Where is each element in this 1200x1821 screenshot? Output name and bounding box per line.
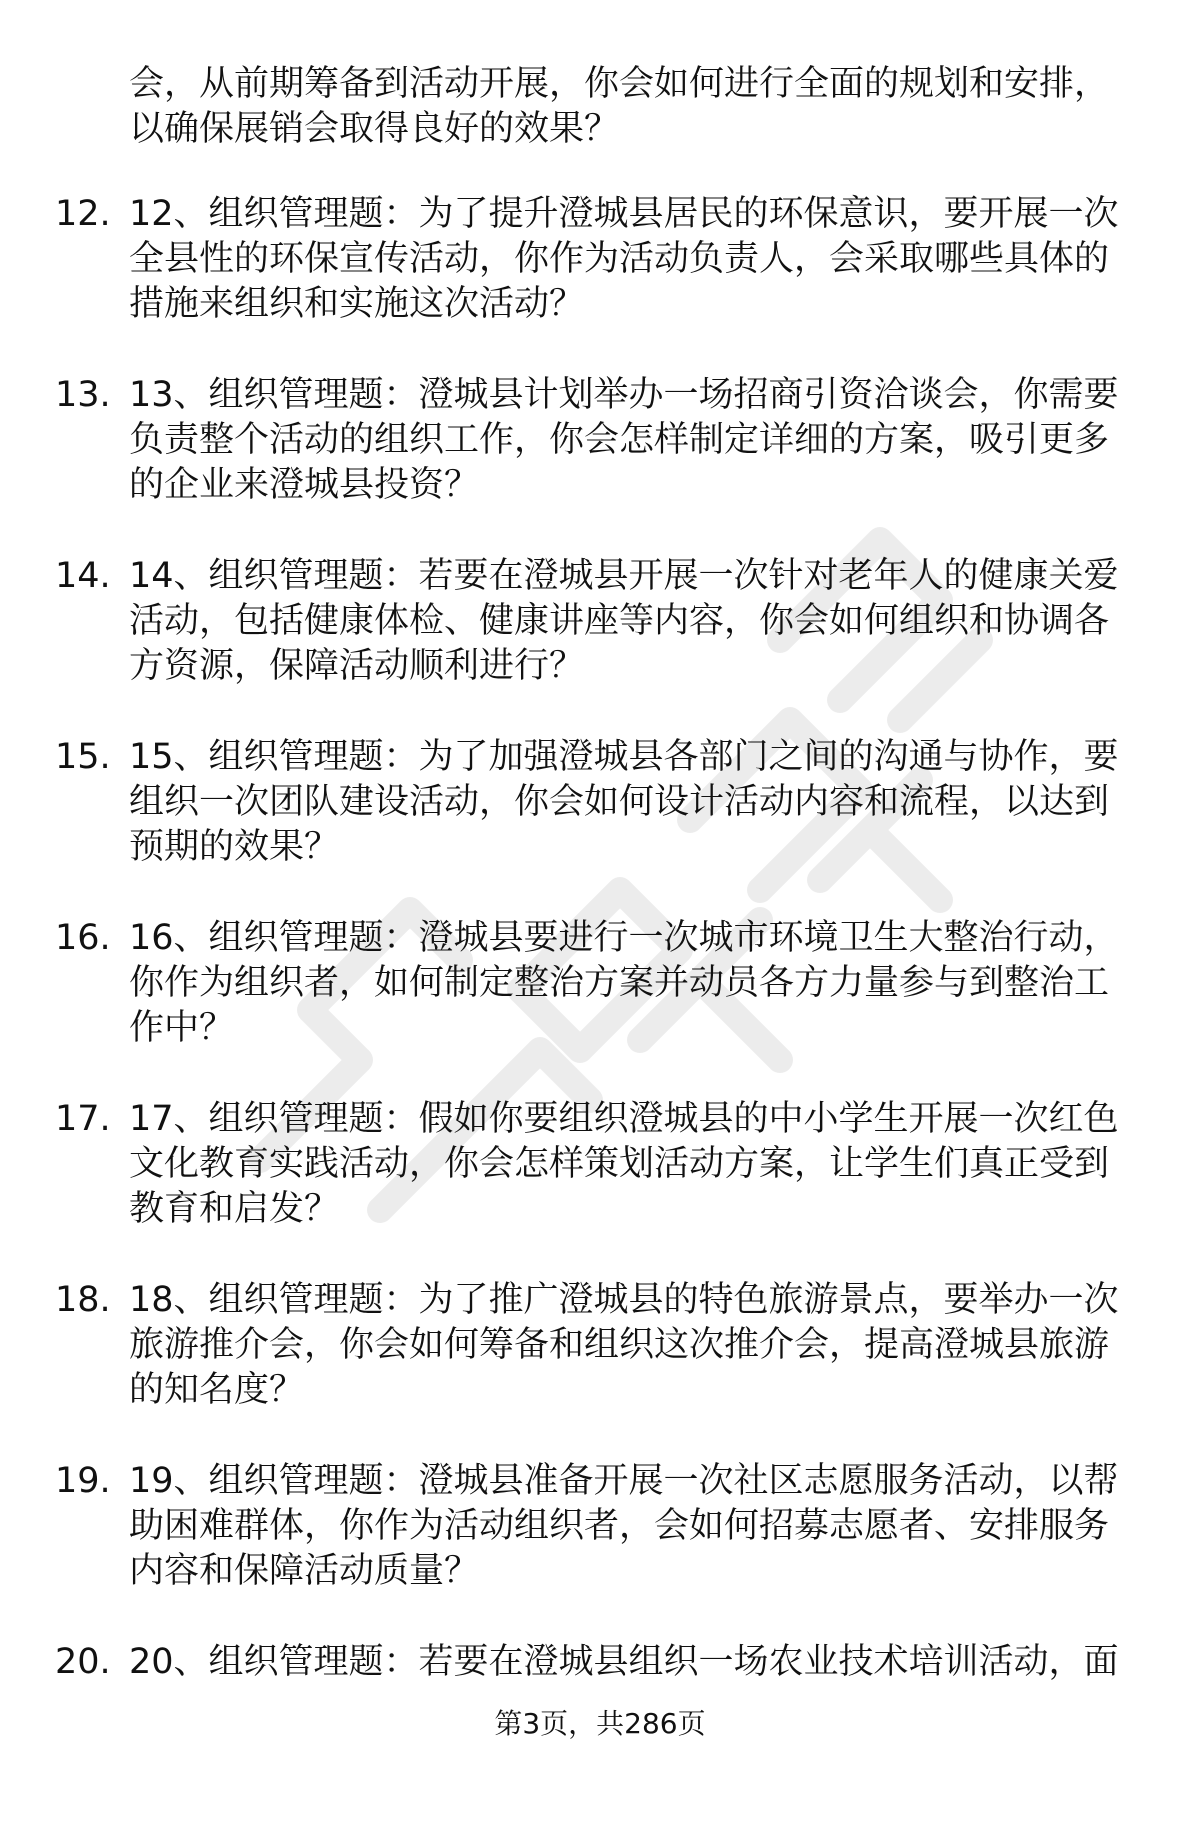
text-line: 助困难群体，你作为活动组织者，会如何招募志愿者、安排服务: [129, 1506, 1110, 1546]
list-item: [0, 735, 1200, 916]
list-item-number: 15.: [55, 737, 111, 777]
text-line: 组织一次团队建设活动，你会如何设计活动内容和流程，以达到: [129, 782, 1110, 822]
list-item: [0, 554, 1200, 735]
question-list: [0, 192, 1200, 1821]
list-item-text: [129, 1640, 1159, 1685]
list-item-text: [129, 1278, 1159, 1413]
list-item-number: 16.: [55, 918, 111, 958]
list-item-number: 18.: [55, 1280, 111, 1320]
text-line: 作中？: [129, 1008, 235, 1048]
text-line: 的知名度？: [129, 1370, 305, 1410]
page-footer: 第3页，共286页: [494, 1707, 706, 1740]
text-line: 预期的效果？: [129, 827, 340, 867]
text-line: 你作为组织者，如何制定整治方案并动员各方力量参与到整治工: [129, 963, 1110, 1003]
text-line: 以确保展销会取得良好的效果？: [129, 109, 620, 149]
text-line: 17、组织管理题：假如你要组织澄城县的中小学生开展一次红色: [129, 1099, 1119, 1139]
text-line: 18、组织管理题：为了推广澄城县的特色旅游景点，要举办一次: [129, 1280, 1119, 1320]
list-item-text: [129, 735, 1159, 870]
list-item: [0, 916, 1200, 1097]
text-line: 16、组织管理题：澄城县要进行一次城市环境卫生大整治行动，: [129, 918, 1119, 958]
text-line: 文化教育实践活动，你会怎样策划活动方案，让学生们真正受到: [129, 1144, 1110, 1184]
text-line: 教育和启发？: [129, 1189, 340, 1229]
list-item-number: 12.: [55, 194, 111, 234]
list-item-text: [129, 373, 1159, 508]
list-item-text: [129, 192, 1159, 327]
text-line: 负责整个活动的组织工作，你会怎样制定详细的方案，吸引更多: [129, 420, 1110, 460]
list-item-text: [129, 1097, 1159, 1232]
text-line: 会，从前期筹备到活动开展，你会如何进行全面的规划和安排，: [129, 64, 1110, 104]
list-item-number: 19.: [55, 1461, 111, 1501]
text-line: 20、组织管理题：若要在澄城县组织一场农业技术培训活动，面: [129, 1642, 1119, 1682]
continuation-paragraph: [129, 62, 1159, 152]
text-line: 14、组织管理题：若要在澄城县开展一次针对老年人的健康关爱: [129, 556, 1119, 596]
list-item: [0, 1097, 1200, 1278]
text-line: 的企业来澄城县投资？: [129, 465, 480, 505]
list-item: [0, 1459, 1200, 1640]
list-item: [0, 192, 1200, 373]
text-line: 全县性的环保宣传活动，你作为活动负责人，会采取哪些具体的: [129, 239, 1110, 279]
text-line: 活动，包括健康体检、健康讲座等内容，你会如何组织和协调各: [129, 601, 1110, 641]
text-line: 15、组织管理题：为了加强澄城县各部门之间的沟通与协作，要: [129, 737, 1119, 777]
text-line: 方资源，保障活动顺利进行？: [129, 646, 585, 686]
list-item-number: 17.: [55, 1099, 111, 1139]
text-line: 19、组织管理题：澄城县准备开展一次社区志愿服务活动，以帮: [129, 1461, 1119, 1501]
text-line: 13、组织管理题：澄城县计划举办一场招商引资洽谈会，你需要: [129, 375, 1119, 415]
text-line: 12、组织管理题：为了提升澄城县居民的环保意识，要开展一次: [129, 194, 1119, 234]
list-item-number: 14.: [55, 556, 111, 596]
list-item-text: [129, 916, 1159, 1051]
text-line: 内容和保障活动质量？: [129, 1551, 480, 1591]
text-line: 旅游推介会，你会如何筹备和组织这次推介会，提高澄城县旅游: [129, 1325, 1110, 1365]
list-item: [0, 373, 1200, 554]
list-item-text: [129, 1459, 1159, 1594]
list-item: [0, 1278, 1200, 1459]
list-item-number: 13.: [55, 375, 111, 415]
list-item-number: 20.: [55, 1642, 111, 1682]
list-item-text: [129, 554, 1159, 689]
text-line: 措施来组织和实施这次活动？: [129, 284, 585, 324]
